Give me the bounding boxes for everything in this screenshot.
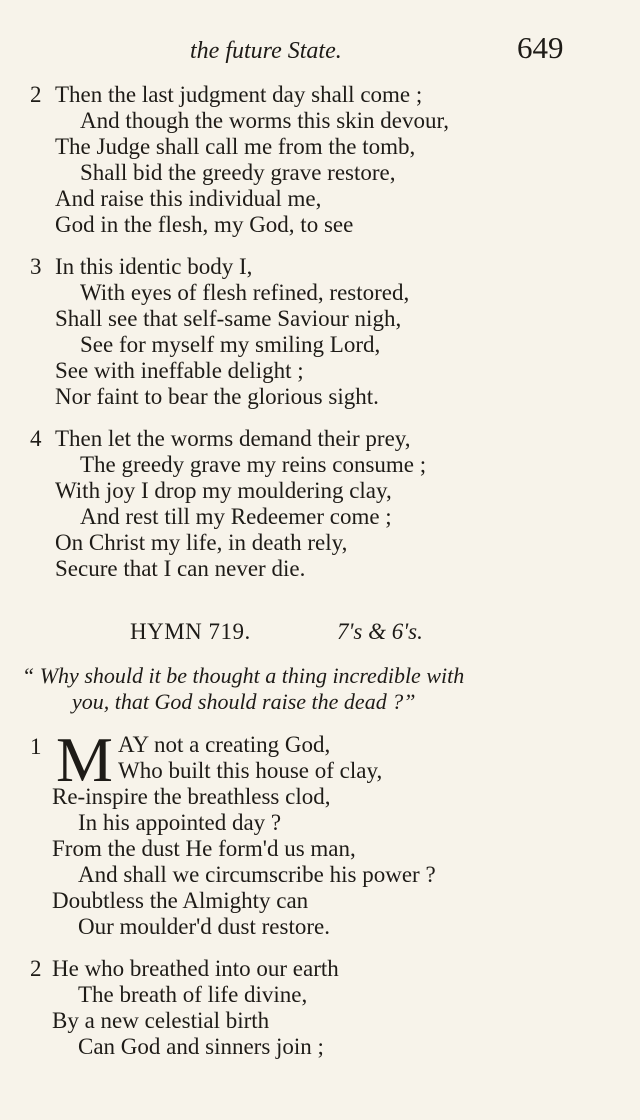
verse-line: God in the flesh, my God, to see [55, 212, 354, 237]
verse-number: 4 [30, 426, 42, 451]
epigraph-line: you, that God should raise the dead ?” [72, 689, 416, 714]
verse-line: Can God and sinners join ; [78, 1034, 324, 1059]
verse-line: He who breathed into our earth [52, 956, 339, 981]
hymn-title: HYMN 719. [130, 619, 251, 644]
epigraph-line: “ Why should it be thought a thing incredible with [22, 663, 465, 688]
hymn-meter: 7's & 6's. [337, 619, 423, 644]
verse-line: Then the last judgment day shall come ; [55, 82, 423, 107]
verse-line: Nor faint to bear the glorious sight. [55, 384, 379, 409]
verse-line: Doubtless the Almighty can [52, 888, 309, 913]
verse-line: In his appointed day ? [78, 810, 282, 835]
verse-line: By a new celestial birth [52, 1008, 270, 1033]
page-number: 649 [517, 30, 564, 65]
verse-line: Re-inspire the breathless clod, [52, 784, 331, 809]
verse-line: And shall we circumscribe his power ? [78, 862, 436, 887]
verse-number: 3 [30, 254, 42, 279]
verse-line: See with ineffable delight ; [55, 358, 304, 383]
verse-line: In this identic body I, [55, 254, 253, 279]
verse-line: The Judge shall call me from the tomb, [55, 134, 416, 159]
verse-line: With joy I drop my mouldering clay, [55, 478, 392, 503]
verse-line: See for myself my smiling Lord, [80, 332, 381, 357]
verse-number: 1 [30, 734, 42, 759]
verse-line: The breath of life divine, [78, 982, 308, 1007]
verse-number: 2 [30, 956, 42, 981]
running-title: the future State. [190, 38, 342, 64]
verse-line: With eyes of flesh refined, restored, [80, 280, 410, 305]
verse-line: The greedy grave my reins consume ; [80, 452, 427, 477]
verse-line: And rest till my Redeemer come ; [80, 504, 392, 529]
verse-line: And though the worms this skin devour, [80, 108, 449, 133]
verse-line: Then let the worms demand their prey, [55, 426, 411, 451]
verse-line: Shall bid the greedy grave restore, [80, 160, 396, 185]
drop-cap: M [56, 724, 113, 795]
verse-number: 2 [30, 82, 42, 107]
verse-line: Shall see that self-same Saviour nigh, [55, 306, 402, 331]
verse-line: On Christ my life, in death rely, [55, 530, 348, 555]
verse-line: And raise this individual me, [55, 186, 322, 211]
verse-line: Our moulder'd dust restore. [78, 914, 330, 939]
verse-line: AY not a creating God, [118, 732, 331, 757]
verse-line: From the dust He form'd us man, [52, 836, 356, 861]
verse-line: Who built this house of clay, [118, 758, 383, 783]
verse-line: Secure that I can never die. [55, 556, 306, 581]
